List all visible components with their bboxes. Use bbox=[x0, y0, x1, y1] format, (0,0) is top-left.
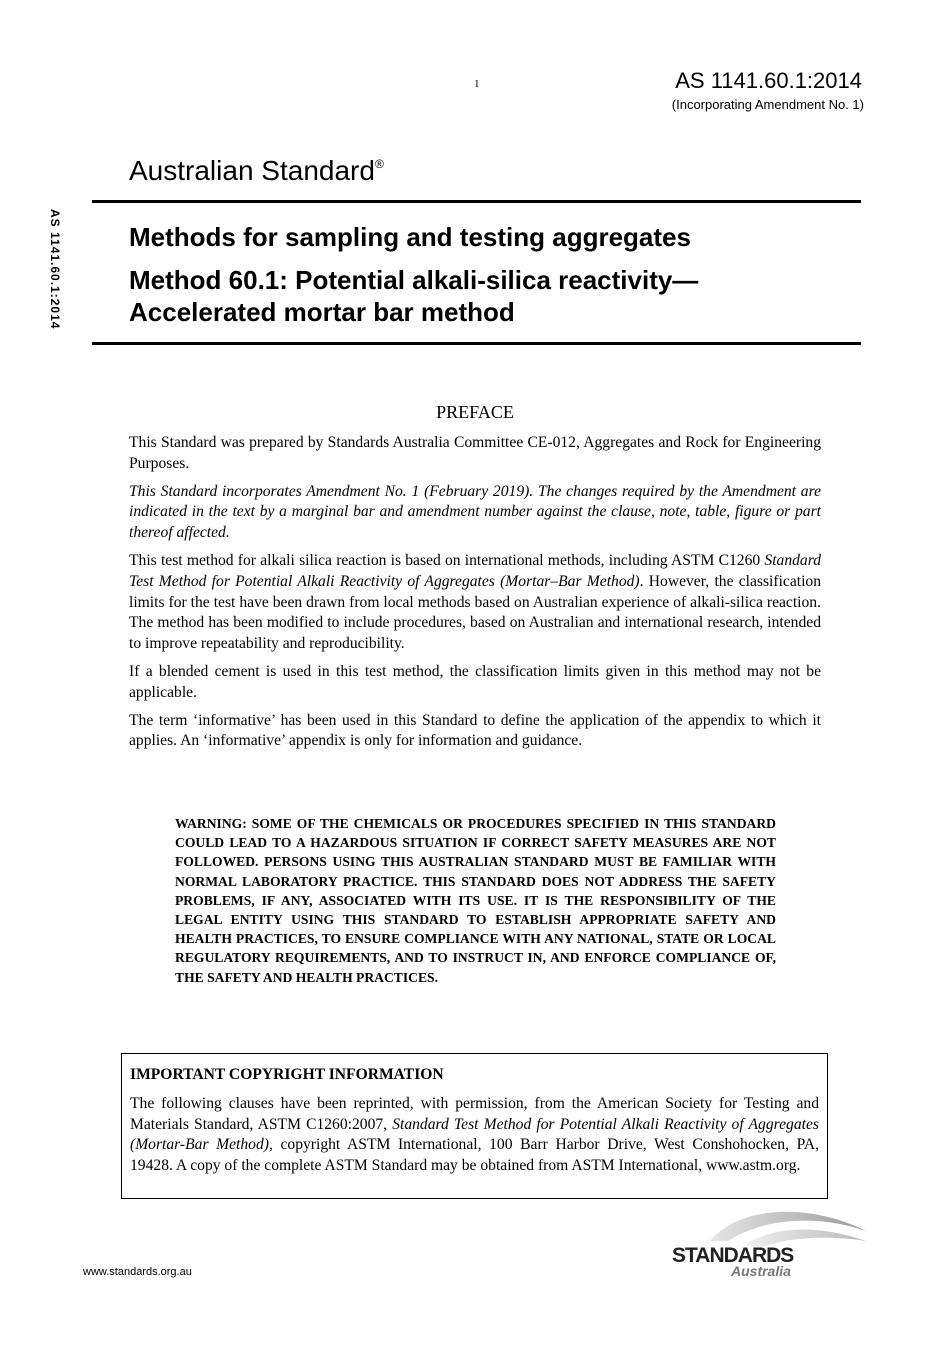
basis-text-b: Standard Test Method for Potential Alkali Reactivity of Aggregates (Mortar–Bar Method) bbox=[129, 551, 821, 590]
copyright-text-c: , copyright ASTM International, 100 Barr Harbor Drive, West Conshohocken, PA, 19428. A copy of the complete ASTM Standard may be obtained from ASTM International, www.astm.org. bbox=[130, 1136, 819, 1174]
logo-wordmark: STANDARDS bbox=[672, 1244, 794, 1267]
basis-text-a: This test method for alkali silica reaction is based on international methods, including ASTM C1260 bbox=[129, 551, 765, 569]
preface-heading: PREFACE bbox=[436, 402, 514, 422]
preface-paragraph-informative: The term ‘informative’ has been used in this Standard to define the application of the appendix to which it applies. An ‘informative’ appendix is only for information and guidance. bbox=[129, 711, 821, 750]
amendment-note: (Incorporating Amendment No. 1) bbox=[671, 97, 864, 112]
page-number: 1 bbox=[474, 78, 480, 90]
warning-text: WARNING: SOME OF THE CHEMICALS OR PROCEDURES SPECIFIED IN THIS STANDARD COULD LEAD TO A HAZARDOUS SITUATION IF CORRECT SAFETY MEASURES ARE NOT FOLLOWED. PERSONS USING THIS AUSTRALIAN STANDARD MUST BE FAMILIAR WITH NORMAL LABORATORY PRACTICE. THIS STANDARD DOES NOT ADDRESS THE SAFETY PROBLEMS, IF ANY, ASSOCIATED WITH ITS USE. IT IS THE RESPONSIBILITY OF THE LEGAL ENTITY USING THIS STANDARD TO ESTABLISH APPROPRIATE SAFETY AND HEALTH PRACTICES, TO ENSURE COMPLIANCE WITH ANY NATIONAL, STATE OR LOCAL REGULATORY REQUIREMENTS, AND TO INSTRUCT IN, AND ENFORCE COMPLIANCE OF, THE SAFETY AND HEALTH PRACTICES. bbox=[175, 816, 776, 985]
title-rule-top bbox=[92, 200, 861, 203]
brand-title bbox=[129, 155, 384, 187]
copyright-heading: IMPORTANT COPYRIGHT INFORMATION bbox=[130, 1066, 444, 1083]
website-link[interactable]: www.standards.org.au bbox=[83, 1266, 192, 1278]
preface-paragraph-blended: If a blended cement is used in this test method, the classification limits given in this method may not be applicable. bbox=[129, 662, 821, 701]
preface-paragraph-committee: This Standard was prepared by Standards Australia Committee CE-012, Aggregates and Rock for Engineering Purposes. bbox=[129, 434, 821, 472]
copyright-text bbox=[130, 1094, 819, 1176]
registered-mark: ® bbox=[374, 157, 384, 171]
method-title-line1: Method 60.1: Potential alkali-silica reactivity— bbox=[129, 265, 699, 295]
method-title bbox=[129, 264, 829, 328]
method-title-line2: Accelerated mortar bar method bbox=[129, 297, 515, 327]
side-label bbox=[32, 209, 62, 349]
copyright-text-a: The following clauses have been reprinted, with permission, from the American Society for Testing and Materials Standard, ASTM C1260:2007, bbox=[130, 1095, 819, 1133]
preface-paragraph-basis bbox=[129, 551, 821, 655]
title-rule-bottom bbox=[92, 342, 861, 345]
copyright-box bbox=[121, 1053, 828, 1199]
standard-number: AS 1141.60.1:2014 bbox=[675, 68, 862, 93]
preface-body bbox=[129, 433, 821, 759]
copyright-text-b: Standard Test Method for Potential Alkali Reactivity of Aggregates (Mortar-Bar Method) bbox=[130, 1115, 819, 1154]
basis-text-c: . However, the classification limits for the test have been drawn from local methods based on Australian experience of alkali-silica reaction. The method has been modified to include procedures, based on Australian and international research, intended to improve repeatability and reproducibility. bbox=[129, 572, 822, 653]
preface-paragraph-amendment: This Standard incorporates Amendment No. 1 (February 2019). The changes required by the Amendment are indicated in the text by a marginal bar and amendment number against the clause, note, table, figure or part thereof affected. bbox=[129, 482, 821, 542]
brand-title-text: Australian Standard bbox=[129, 155, 375, 186]
series-title: Methods for sampling and testing aggregates bbox=[129, 222, 691, 252]
side-label-text: AS 1141.60.1:2014 bbox=[48, 209, 62, 330]
logo-subtitle: Australia bbox=[731, 1263, 791, 1279]
